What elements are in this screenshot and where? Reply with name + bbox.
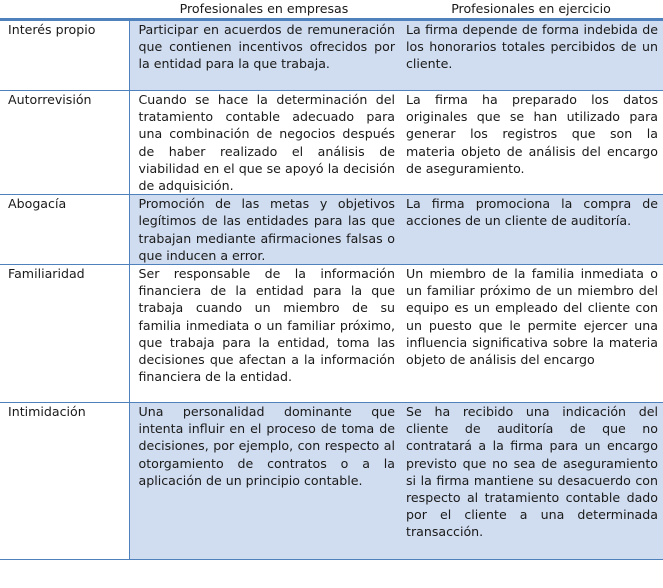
ejercicio-cell: La firma promociona la compra de acciones de un cliente de auditoría. (399, 195, 663, 265)
category-cell: Intimidación (0, 403, 129, 560)
table-row-intimidacion (0, 403, 663, 560)
empresas-cell: Promoción de las metas y objetivos legítimos de las entidades para las que trabajan mediante afirmaciones falsas o que inducen a error. (129, 195, 399, 265)
empresas-cell: Ser responsable de la información financiera de la entidad para la que trabaja cuando un miembro de su familia inmediata o un familiar próximo, que trabaja para la entidad, toma las decisiones que afectan a la información financiera de la entidad. (129, 265, 399, 403)
ejercicio-cell: La firma ha preparado los datos originales que se han utilizado para generar los registros que son la materia objeto de análisis del encargo de aseguramiento. (399, 91, 663, 195)
table-row-abogacia (0, 195, 663, 265)
table-row-familiaridad (0, 265, 663, 403)
category-cell: Abogacía (0, 195, 129, 265)
table-row-interes-propio (0, 20, 663, 91)
header-profesionales-en-empresas: Profesionales en empresas (129, 0, 399, 20)
empresas-cell: Una personalidad dominante que intenta influir en el proceso de toma de decisiones, por ejemplo, con respecto al otorgamiento de contratos o a la aplicación de un principio contable. (129, 403, 399, 560)
category-cell: Autorrevisión (0, 91, 129, 195)
table-body (0, 20, 663, 560)
category-cell: Interés propio (0, 20, 129, 91)
header-category (0, 0, 129, 20)
ejercicio-cell: La firma depende de forma indebida de los honorarios totales percibidos de un cliente. (399, 20, 663, 91)
header-row (0, 0, 663, 20)
ejercicio-cell: Se ha recibido una indicación del cliente de auditoría de que no contratará a la firma para un encargo previsto que no sea de aseguramiento si la firma mantiene su desacuerdo con respecto al tratamiento contable dado por el cliente a una determinada transacción. (399, 403, 663, 560)
category-cell: Familiaridad (0, 265, 129, 403)
ejercicio-cell: Un miembro de la familia inmediata o un familiar próximo de un miembro del equipo es un empleado del cliente con un puesto que le permite ejercer una influencia significativa sobre la materia objeto de análisis del encargo (399, 265, 663, 403)
table-header (0, 0, 663, 20)
empresas-cell: Participar en acuerdos de remuneración que contienen incentivos ofrecidos por la entidad para la que trabaja. (129, 20, 399, 91)
header-profesionales-en-ejercicio: Profesionales en ejercicio (399, 0, 663, 20)
empresas-cell: Cuando se hace la determinación del tratamiento contable adecuado para una combinación de negocios después de haber realizado el análisis de viabilidad en el que se apoyó la decisión de adquisición. (129, 91, 399, 195)
table-row-autorrevision (0, 91, 663, 195)
